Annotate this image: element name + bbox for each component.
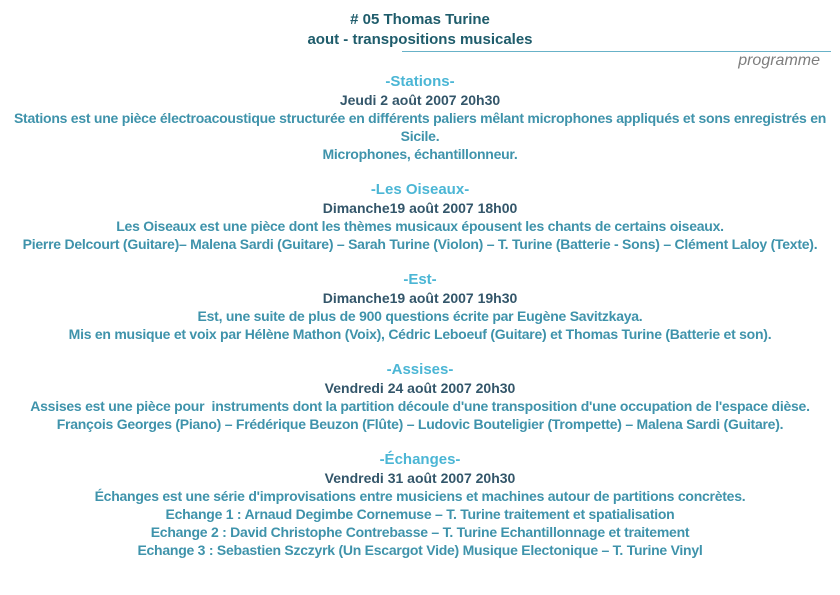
event-description: Assises est une pièce pour instruments dont la partition découle d'une transposition d'une occupation de l'espace dièse.	[30, 398, 810, 414]
event-item-echange-1: Echange 1 : Arnaud Degimbe Cornemuse – T. Turine traitement et spatialisation	[165, 506, 675, 522]
section-stations	[3, 73, 837, 163]
event-title: -Échanges-	[379, 451, 461, 468]
event-title: -Stations-	[385, 73, 455, 90]
event-title: -Est-	[403, 271, 437, 288]
event-performers: François Georges (Piano) – Frédérique Beuzon (Flûte) – Ludovic Bouteligier (Trompette) – Malena Sardi (Guitare).	[56, 416, 784, 432]
event-date: Vendredi 24 août 2007 20h30	[324, 380, 516, 396]
event-list	[3, 73, 837, 559]
event-description: Les Oiseaux est une pièce dont les thèmes musicaux épousent les chants de certains oiseaux.	[116, 218, 724, 234]
event-description: Est, une suite de plus de 900 questions écrite par Eugène Savitzkaya.	[197, 308, 643, 324]
event-date: Jeudi 2 août 2007 20h30	[339, 92, 501, 108]
event-description: Stations est une pièce électroacoustique structurée en différents paliers mêlant microphones appliqués et sons enregistrés en Sicile.	[13, 110, 830, 144]
page-header	[3, 10, 837, 69]
event-performers: Mis en musique et voix par Hélène Mathon (Voix), Cédric Leboeuf (Guitare) et Thomas Turine (Batterie et son).	[68, 326, 772, 342]
page-subtitle: aout - transpositions musicales	[307, 31, 533, 48]
event-title: -Assises-	[386, 361, 454, 378]
page-title: # 05 Thomas Turine	[350, 11, 490, 28]
event-instrumentation: Microphones, échantillonneur.	[322, 146, 518, 162]
event-date: Dimanche19 août 2007 19h30	[322, 290, 518, 306]
section-est	[3, 271, 837, 343]
section-echanges	[3, 451, 837, 559]
event-description: Échanges est une série d'improvisations entre musiciens et machines autour de partitions concrètes.	[94, 488, 746, 504]
event-date: Vendredi 31 août 2007 20h30	[324, 470, 516, 486]
event-performers: Pierre Delcourt (Guitare)– Malena Sardi (Guitare) – Sarah Turine (Violon) – T. Turine (Batterie - Sons) – Clément Laloy (Texte).	[22, 236, 818, 252]
section-les-oiseaux	[3, 181, 837, 253]
event-item-echange-2: Echange 2 : David Christophe Contrebasse – T. Turine Echantillonnage et traitement	[150, 524, 690, 540]
event-item-echange-3: Echange 3 : Sebastien Szczyrk (Un Escargot Vide) Musique Electonique – T. Turine Vinyl	[137, 542, 703, 558]
event-date: Dimanche19 août 2007 18h00	[322, 200, 518, 216]
programme-label: programme	[738, 52, 820, 69]
section-assises	[3, 361, 837, 433]
event-title: -Les Oiseaux-	[370, 181, 470, 198]
